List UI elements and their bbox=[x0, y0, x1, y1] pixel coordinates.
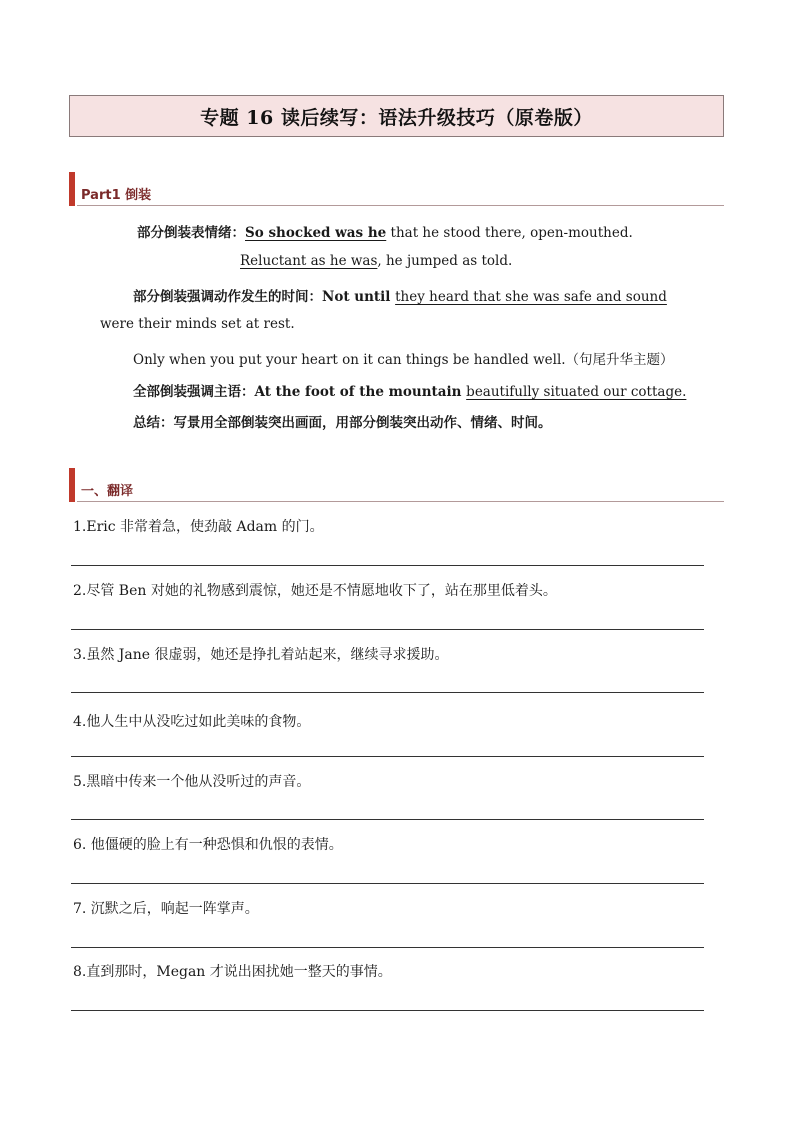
answer-line-6[interactable] bbox=[71, 883, 704, 884]
section-heading-part1 bbox=[69, 172, 724, 206]
document-title: 专题 16 读后续写：语法升级技巧（原卷版） bbox=[200, 106, 593, 129]
example-line bbox=[133, 348, 674, 368]
question-4: 4.他人生中从没吃过如此美味的食物。 bbox=[73, 714, 311, 730]
heading-rule bbox=[77, 501, 724, 502]
section-heading-translation bbox=[69, 468, 724, 502]
answer-line-8[interactable] bbox=[71, 1010, 704, 1011]
example-line bbox=[240, 253, 512, 269]
answer-line-3[interactable] bbox=[71, 692, 704, 693]
heading-rule bbox=[77, 205, 724, 206]
question-3: 3.虽然 Jane 很虚弱，她还是挣扎着站起来，继续寻求援助。 bbox=[73, 647, 449, 663]
document-title-box bbox=[69, 95, 724, 137]
heading-accent-bar bbox=[69, 172, 75, 206]
answer-line-5[interactable] bbox=[71, 819, 704, 820]
answer-line-1[interactable] bbox=[71, 565, 704, 566]
line-text: were their minds set at rest. bbox=[100, 316, 295, 332]
question-1: 1.Eric 非常着急，使劲敲 Adam 的门。 bbox=[73, 519, 324, 535]
answer-line-7[interactable] bbox=[71, 947, 704, 948]
underlined-text: they heard that she was safe and sound bbox=[395, 289, 667, 305]
question-7: 7. 沉默之后，响起一阵掌声。 bbox=[73, 901, 259, 917]
line-text: 部分倒装强调动作发生的时间：Not until bbox=[133, 289, 396, 305]
question-6: 6. 他僵硬的脸上有一种恐惧和仇恨的表情。 bbox=[73, 837, 343, 853]
line-text: 全部倒装强调主语：At the foot of the mountain bbox=[133, 384, 467, 400]
answer-line-4[interactable] bbox=[71, 756, 704, 757]
heading-accent-bar bbox=[69, 468, 75, 502]
question-5: 5.黑暗中传来一个他从没听过的声音。 bbox=[73, 774, 311, 790]
example-line bbox=[100, 316, 295, 332]
section-heading-label: Part1 倒装 bbox=[81, 188, 152, 203]
answer-line-2[interactable] bbox=[71, 629, 704, 630]
example-line bbox=[133, 380, 686, 400]
question-2: 2.尽管 Ben 对她的礼物感到震惊，她还是不情愿地收下了，站在那里低着头。 bbox=[73, 583, 557, 599]
line-text: 部分倒装表情绪： bbox=[137, 225, 245, 241]
example-line bbox=[133, 285, 667, 305]
underlined-text: So shocked was he bbox=[245, 225, 387, 241]
underlined-text: Reluctant as he was bbox=[240, 253, 378, 269]
underlined-text: beautifully situated our cottage. bbox=[466, 384, 687, 400]
line-text: , he jumped as told. bbox=[377, 253, 513, 269]
line-text: that he stood there, open-mouthed. bbox=[386, 225, 633, 241]
line-text: Only when you put your heart on it can things be handled well.（句尾升华主题） bbox=[133, 352, 674, 368]
line-text: 总结：写景用全部倒装突出画面，用部分倒装突出动作、情绪、时间。 bbox=[133, 415, 552, 431]
question-8: 8.直到那时，Megan 才说出困扰她一整天的事情。 bbox=[73, 964, 392, 980]
summary-line bbox=[133, 411, 552, 431]
example-line bbox=[137, 221, 633, 241]
section-heading-label: 一、翻译 bbox=[81, 484, 134, 499]
